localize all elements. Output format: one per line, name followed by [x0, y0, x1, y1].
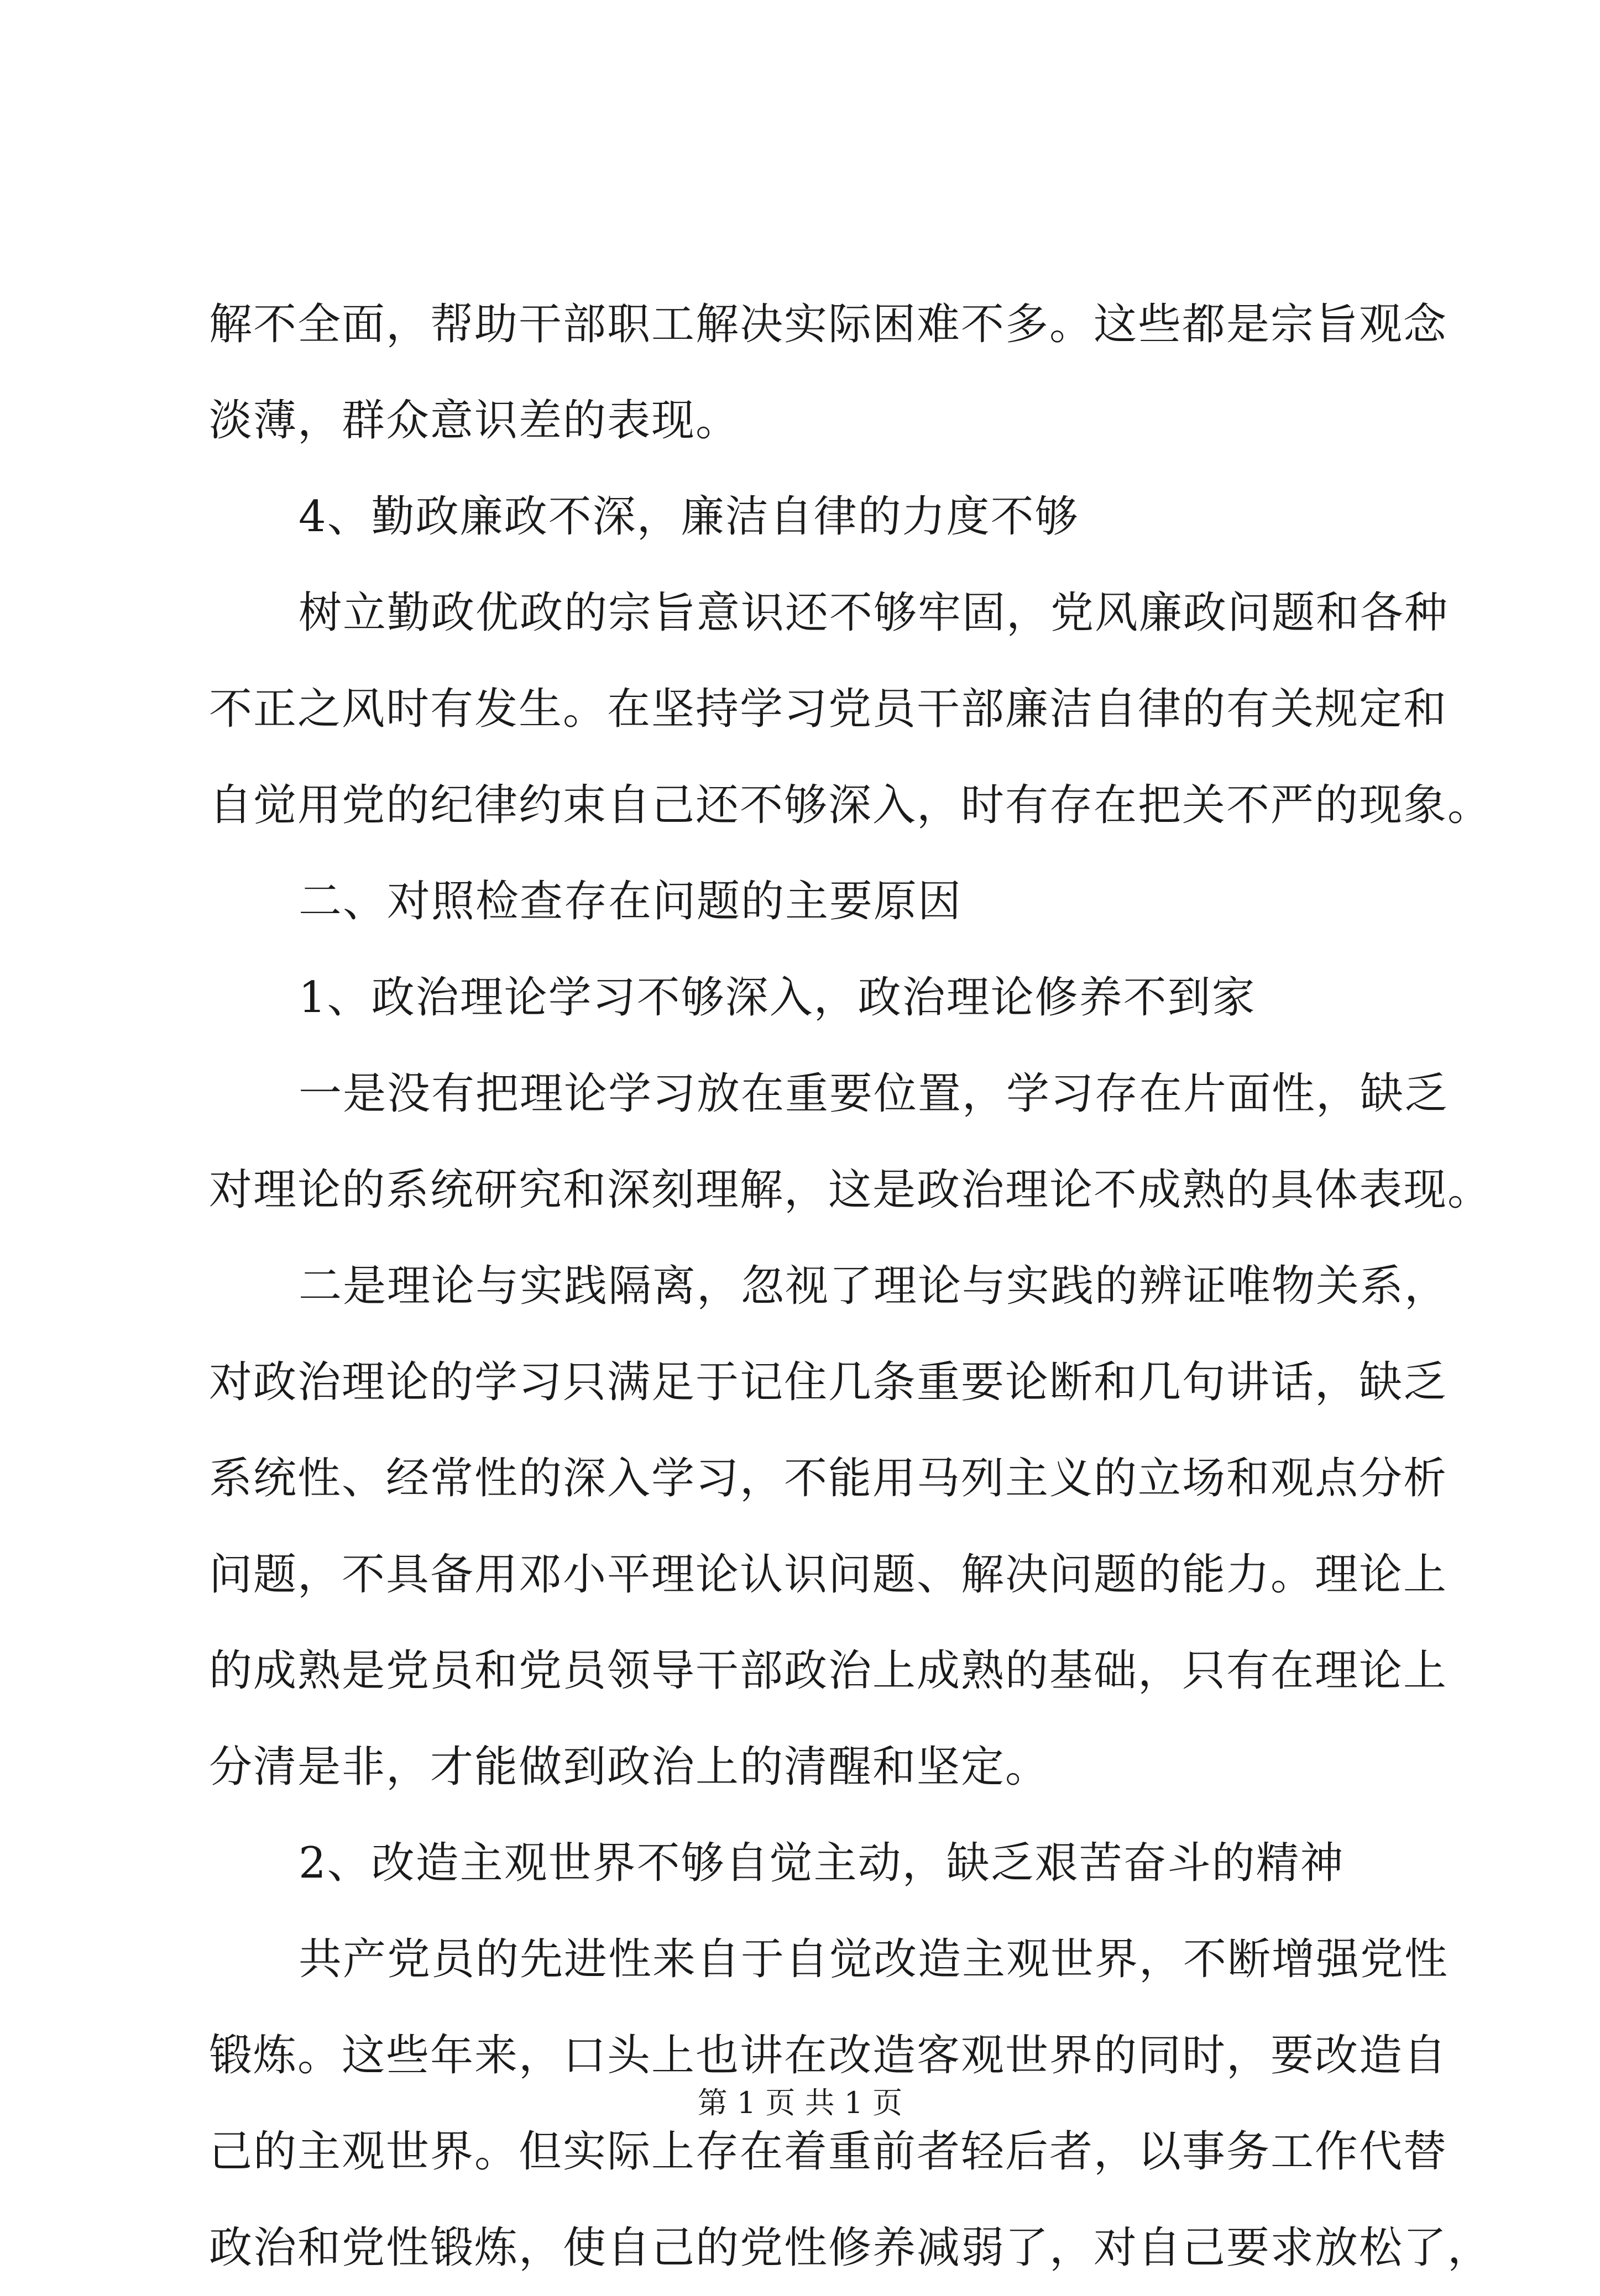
text-line: 政治和党性锻炼，使自己的党性修养减弱了，对自己要求放松了， — [209, 2223, 1492, 2273]
text-line: 对理论的系统研究和深刻理解，这是政治理论不成熟的具体表现。 — [209, 1165, 1492, 1215]
text-line: 共产党员的先进性来自于自觉改造主观世界，不断增强党性 — [299, 1935, 1449, 1984]
text-line: 对政治理论的学习只满足于记住几条重要论断和几句讲话，缺乏 — [209, 1357, 1448, 1407]
section-heading: 1、政治理论学习不够深入，政治理论修养不到家 — [299, 973, 1256, 1023]
document-body — [209, 276, 1492, 2296]
text-line: 淡薄，群众意识差的表现。 — [209, 396, 740, 445]
text-line: 己的主观世界。但实际上存在着重前者轻后者，以事务工作代替 — [209, 2127, 1448, 2177]
text-line: 不正之风时有发生。在坚持学习党员干部廉洁自律的有关规定和 — [209, 684, 1448, 734]
text-line: 分清是非，才能做到政治上的清醒和坚定。 — [209, 1742, 1050, 1792]
text-line: 二是理论与实践隔离，忽视了理论与实践的辨证唯物关系， — [299, 1261, 1449, 1311]
text-line: 系统性、经常性的深入学习，不能用马列主义的立场和观点分析 — [209, 1454, 1448, 1503]
text-line: 树立勤政优政的宗旨意识还不够牢固，党风廉政问题和各种 — [299, 588, 1449, 638]
section-heading: 2、改造主观世界不够自觉主动，缺乏艰苦奋斗的精神 — [299, 1838, 1345, 1888]
text-line: 问题，不具备用邓小平理论认识问题、解决问题的能力。理论上 — [209, 1550, 1448, 1600]
text-line: 一是没有把理论学习放在重要位置，学习存在片面性，缺乏 — [299, 1069, 1449, 1119]
section-heading: 二、对照检查存在问题的主要原因 — [299, 877, 963, 926]
text-line: 解不全面，帮助干部职工解决实际困难不多。这些都是宗旨观念 — [209, 300, 1448, 349]
text-line: 自觉用党的纪律约束自己还不够深入，时有存在把关不严的现象。 — [209, 780, 1492, 830]
page-number-footer: 第 1 页 共 1 页 — [697, 2085, 903, 2120]
text-line: 锻炼。这些年来，口头上也讲在改造客观世界的同时，要改造自 — [209, 2031, 1448, 2080]
text-line: 的成熟是党员和党员领导干部政治上成熟的基础，只有在理论上 — [209, 1646, 1448, 1696]
section-heading: 4、勤政廉政不深，廉洁自律的力度不够 — [299, 492, 1079, 542]
